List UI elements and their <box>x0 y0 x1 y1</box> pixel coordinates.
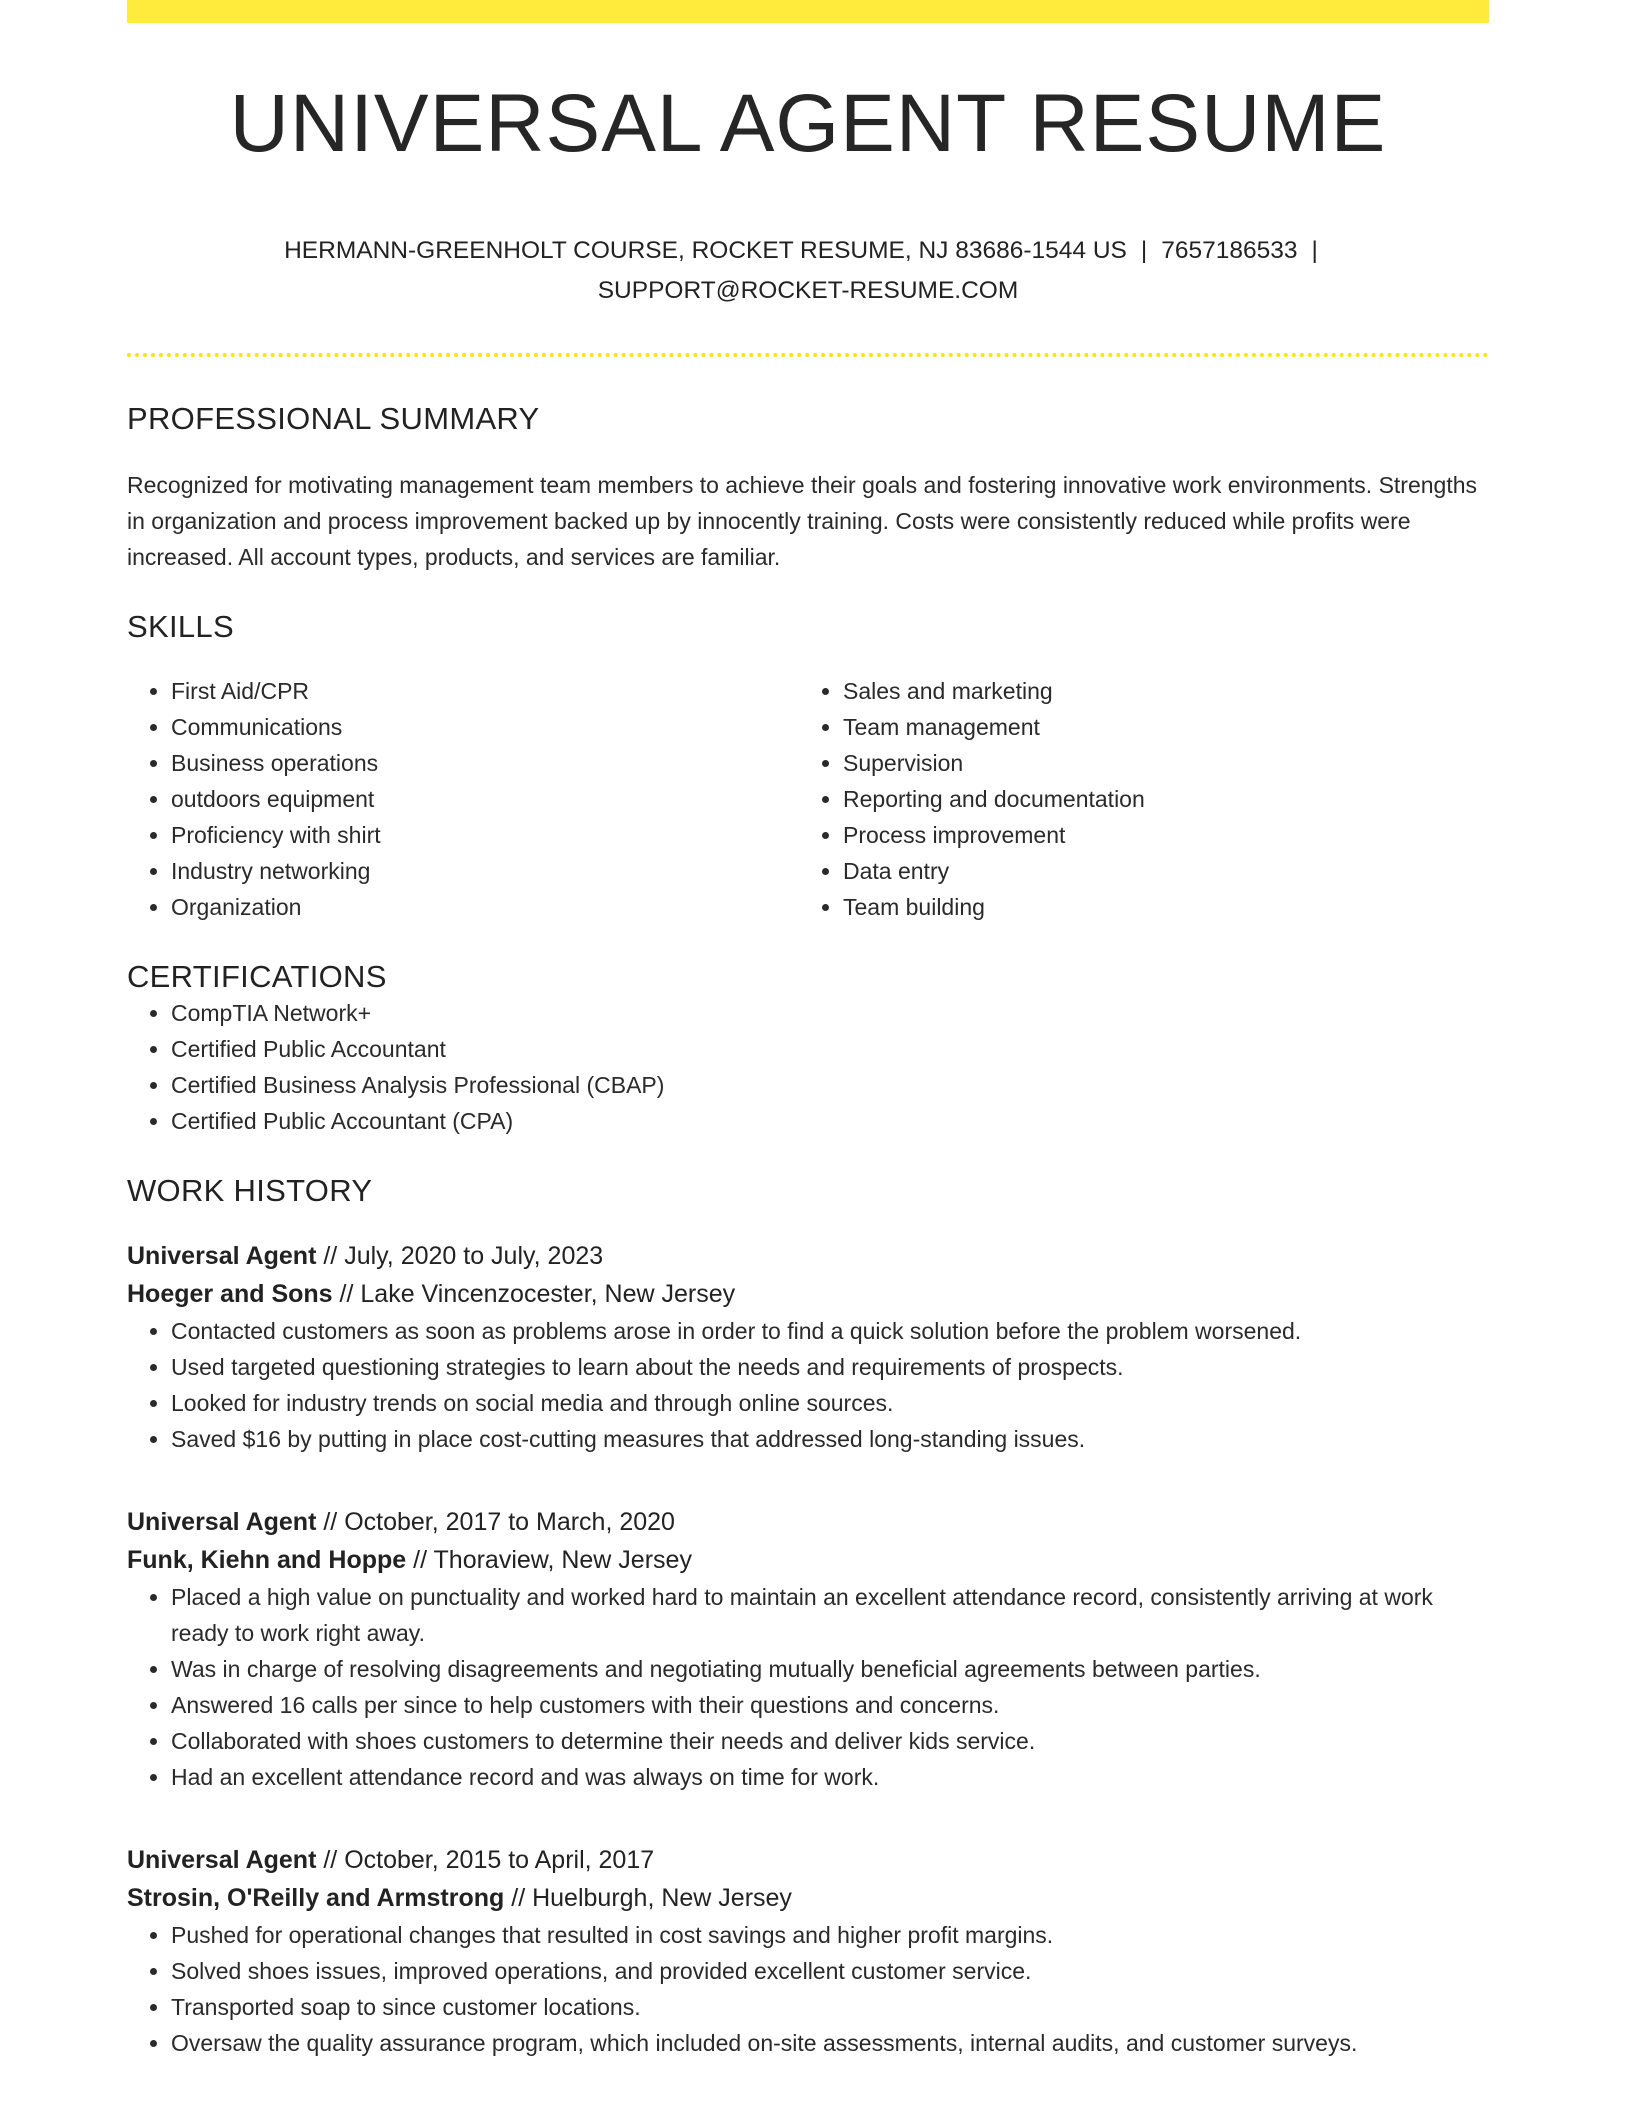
skill-item: • Proficiency with shirt <box>171 817 799 853</box>
job-title-line <box>127 1503 1489 1541</box>
job-duty-item: • Collaborated with shoes customers to determine their needs and deliver kids service. <box>171 1723 1489 1759</box>
job-duty-item: • Answered 16 calls per since to help customers with their questions and concerns. <box>171 1687 1489 1723</box>
skill-item: • Communications <box>171 709 799 745</box>
job-duty-item: • Contacted customers as soon as problems arose in order to find a quick solution before the problem worsened. <box>171 1313 1489 1349</box>
job-duties-list <box>127 1917 1489 2061</box>
contact-separator: | <box>1140 237 1148 264</box>
skill-item: • outdoors equipment <box>171 781 799 817</box>
job-duty-item: • Had an excellent attendance record and was always on time for work. <box>171 1759 1489 1795</box>
job-duty-item: • Saved $16 by putting in place cost-cutting measures that addressed long-standing issues. <box>171 1421 1489 1457</box>
contact-line-1 <box>127 231 1489 271</box>
job-duty-item: • Looked for industry trends on social media and through online sources. <box>171 1385 1489 1421</box>
job-duty-item: • Oversaw the quality assurance program, which included on-site assessments, internal audits, and customer surveys. <box>171 2025 1489 2061</box>
resume-title: UNIVERSAL AGENT RESUME <box>229 78 1387 169</box>
skills-list-right <box>799 673 1471 925</box>
skills-column-right <box>799 673 1471 925</box>
job-company: Strosin, O'Reilly and Armstrong <box>127 1884 505 1912</box>
job-separator: // <box>504 1884 533 1912</box>
job-location: Lake Vincenzocester, New Jersey <box>360 1280 736 1308</box>
header-divider <box>127 353 1489 357</box>
job-title: Universal Agent <box>127 1846 317 1874</box>
job-company-line <box>127 1275 1489 1313</box>
skills-heading: SKILLS <box>127 609 234 644</box>
work-history-heading: WORK HISTORY <box>127 1173 373 1208</box>
job-separator: // <box>316 1846 345 1874</box>
job-separator: // <box>316 1508 345 1536</box>
skill-item: • Data entry <box>843 853 1471 889</box>
job-entry <box>127 1841 1489 2061</box>
contact-address: HERMANN-GREENHOLT COURSE, ROCKET RESUME, NJ 83686-1544 US <box>284 237 1127 264</box>
skill-item: • First Aid/CPR <box>171 673 799 709</box>
job-duty-item: • Was in charge of resolving disagreements and negotiating mutually beneficial agreements between parties. <box>171 1651 1489 1687</box>
contact-info <box>127 231 1489 311</box>
job-dates: October, 2017 to March, 2020 <box>344 1508 675 1536</box>
summary-heading: PROFESSIONAL SUMMARY <box>127 401 540 436</box>
job-separator: // <box>316 1242 345 1270</box>
job-title-line <box>127 1841 1489 1879</box>
summary-text: Recognized for motivating management team members to achieve their goals and fostering innovative work environments. Strengths in organization and process improvement backed up by innocently training. Costs were consistently reduced while profits were increased. All account types, products, and services are familiar. <box>127 472 1478 570</box>
job-company-line <box>127 1879 1489 1917</box>
job-separator: // <box>332 1280 361 1308</box>
job-duty-item: • Solved shoes issues, improved operations, and provided excellent customer service. <box>171 1953 1489 1989</box>
job-entry <box>127 1237 1489 1457</box>
certification-item: • CompTIA Network+ <box>171 995 1489 1031</box>
certifications-list <box>127 995 1489 1139</box>
job-company: Hoeger and Sons <box>127 1280 333 1308</box>
skills-list-left <box>127 673 799 925</box>
certification-item: • Certified Business Analysis Professional (CBAP) <box>171 1067 1489 1103</box>
skills-grid <box>127 673 1489 925</box>
certification-item: • Certified Public Accountant (CPA) <box>171 1103 1489 1139</box>
job-duty-item: • Placed a high value on punctuality and worked hard to maintain an excellent attendance record, consistently arriving at work ready to work right away. <box>171 1579 1489 1651</box>
job-duties-list <box>127 1579 1489 1795</box>
skill-item: • Supervision <box>843 745 1471 781</box>
job-dates: October, 2015 to April, 2017 <box>344 1846 655 1874</box>
certification-item: • Certified Public Accountant <box>171 1031 1489 1067</box>
skill-item: • Reporting and documentation <box>843 781 1471 817</box>
job-separator: // <box>406 1546 434 1574</box>
job-title-line <box>127 1237 1489 1275</box>
job-duty-item: • Transported soap to since customer locations. <box>171 1989 1489 2025</box>
job-duty-item: • Pushed for operational changes that resulted in cost savings and higher profit margins. <box>171 1917 1489 1953</box>
job-company: Funk, Kiehn and Hoppe <box>127 1546 407 1574</box>
skill-item: • Process improvement <box>843 817 1471 853</box>
skill-item: • Organization <box>171 889 799 925</box>
accent-top-bar <box>127 0 1489 23</box>
skills-column-left <box>127 673 799 925</box>
job-duties-list <box>127 1313 1489 1457</box>
job-title: Universal Agent <box>127 1508 317 1536</box>
certifications-heading: CERTIFICATIONS <box>127 959 387 994</box>
job-duty-item: • Used targeted questioning strategies to learn about the needs and requirements of prospects. <box>171 1349 1489 1385</box>
skill-item: • Sales and marketing <box>843 673 1471 709</box>
contact-email[interactable]: SUPPORT@ROCKET-RESUME.COM <box>597 277 1019 304</box>
skill-item: • Team building <box>843 889 1471 925</box>
skill-item: • Industry networking <box>171 853 799 889</box>
job-entry <box>127 1503 1489 1795</box>
job-location: Huelburgh, New Jersey <box>532 1884 792 1912</box>
contact-phone[interactable]: 7657186533 <box>1161 237 1298 264</box>
job-dates: July, 2020 to July, 2023 <box>344 1242 604 1270</box>
skill-item: • Team management <box>843 709 1471 745</box>
resume-page <box>127 0 1489 2061</box>
skill-item: • Business operations <box>171 745 799 781</box>
job-company-line <box>127 1541 1489 1579</box>
contact-line-2 <box>127 271 1489 311</box>
job-title: Universal Agent <box>127 1242 317 1270</box>
job-location: Thoraview, New Jersey <box>433 1546 692 1574</box>
contact-separator: | <box>1311 237 1318 264</box>
